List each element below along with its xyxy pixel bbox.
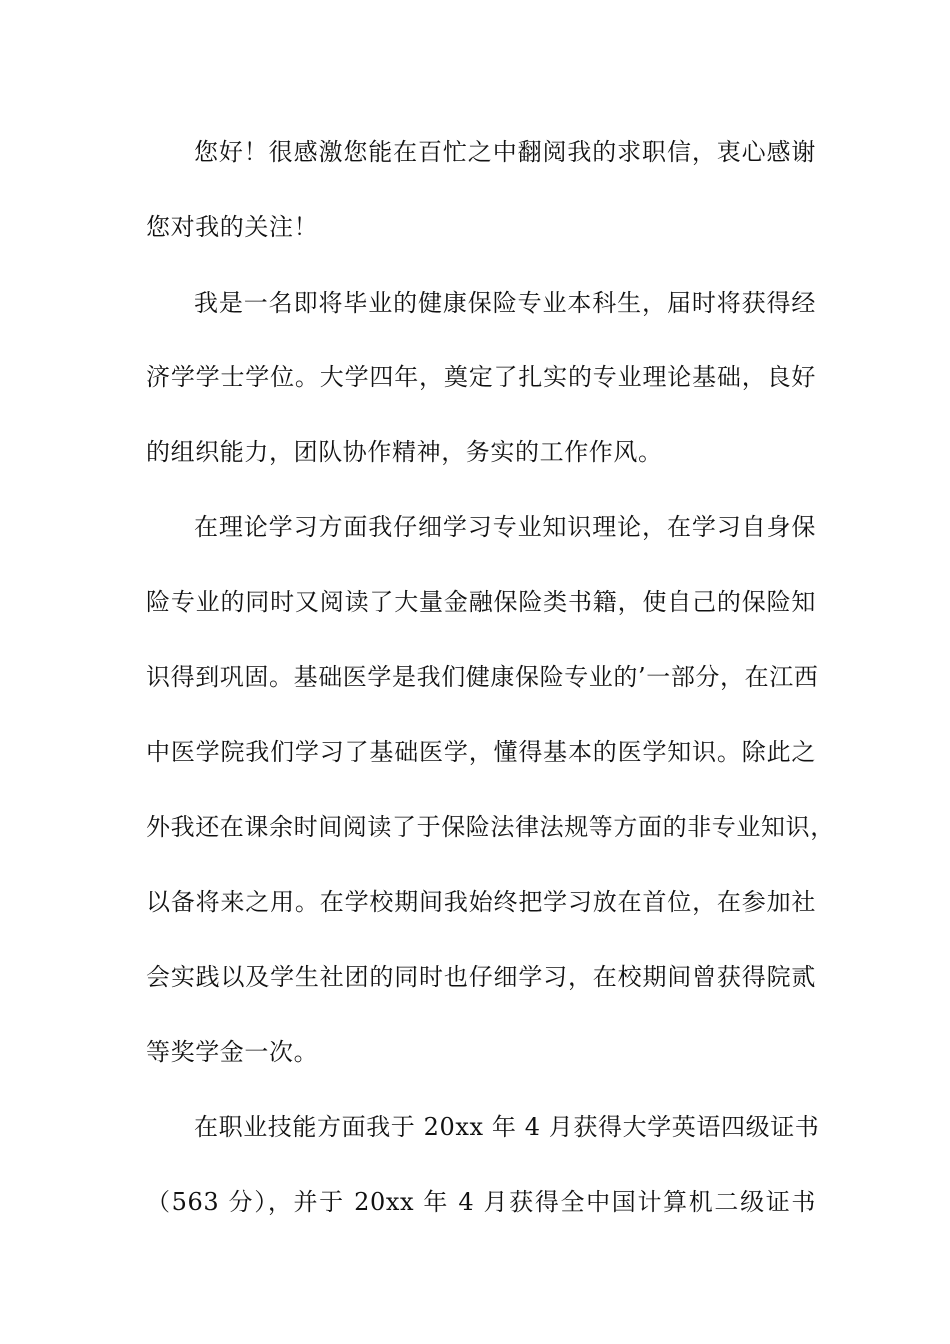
paragraph-1-line-2: 您对我的关注！ <box>146 213 319 241</box>
paragraph-3-line-2: 险专业的同时又阅读了大量金融保险类书籍，使自己的保险知 <box>146 588 816 616</box>
paragraph-3-line-1: 在理论学习方面我仔细学习专业知识理论，在学习自身保 <box>194 513 816 541</box>
paragraph-1-line-1: 您好！很感激您能在百忙之中翻阅我的求职信，衷心感谢 <box>194 138 816 166</box>
paragraph-3-line-8: 等奖学金一次。 <box>146 1038 319 1066</box>
paragraph-4-line-2: （563 分），并于 20xx 年 4 月获得全中国计算机二级证书 <box>146 1188 816 1216</box>
paragraph-3-line-5: 外我还在课余时间阅读了于保险法律法规等方面的非专业知识， <box>146 813 835 841</box>
paragraph-3-line-4: 中医学院我们学习了基础医学，懂得基本的医学知识。除此之 <box>146 738 816 766</box>
paragraph-2-line-1: 我是一名即将毕业的健康保险专业本科生，届时将获得经 <box>194 289 816 317</box>
paragraph-2-line-2: 济学学士学位。大学四年，奠定了扎实的专业理论基础，良好 <box>146 363 816 391</box>
paragraph-3-line-7: 会实践以及学生社团的同时也仔细学习，在校期间曾获得院贰 <box>146 963 816 991</box>
paragraph-3-line-3: 识得到巩固。基础医学是我们健康保险专业的’一部分，在江西 <box>146 663 819 691</box>
paragraph-4-line-1: 在职业技能方面我于 20xx 年 4 月获得大学英语四级证书 <box>194 1113 820 1141</box>
paragraph-3-line-6: 以备将来之用。在学校期间我始终把学习放在首位，在参加社 <box>146 888 816 916</box>
paragraph-2-line-3: 的组织能力，团队协作精神，务实的工作作风。 <box>146 438 663 466</box>
